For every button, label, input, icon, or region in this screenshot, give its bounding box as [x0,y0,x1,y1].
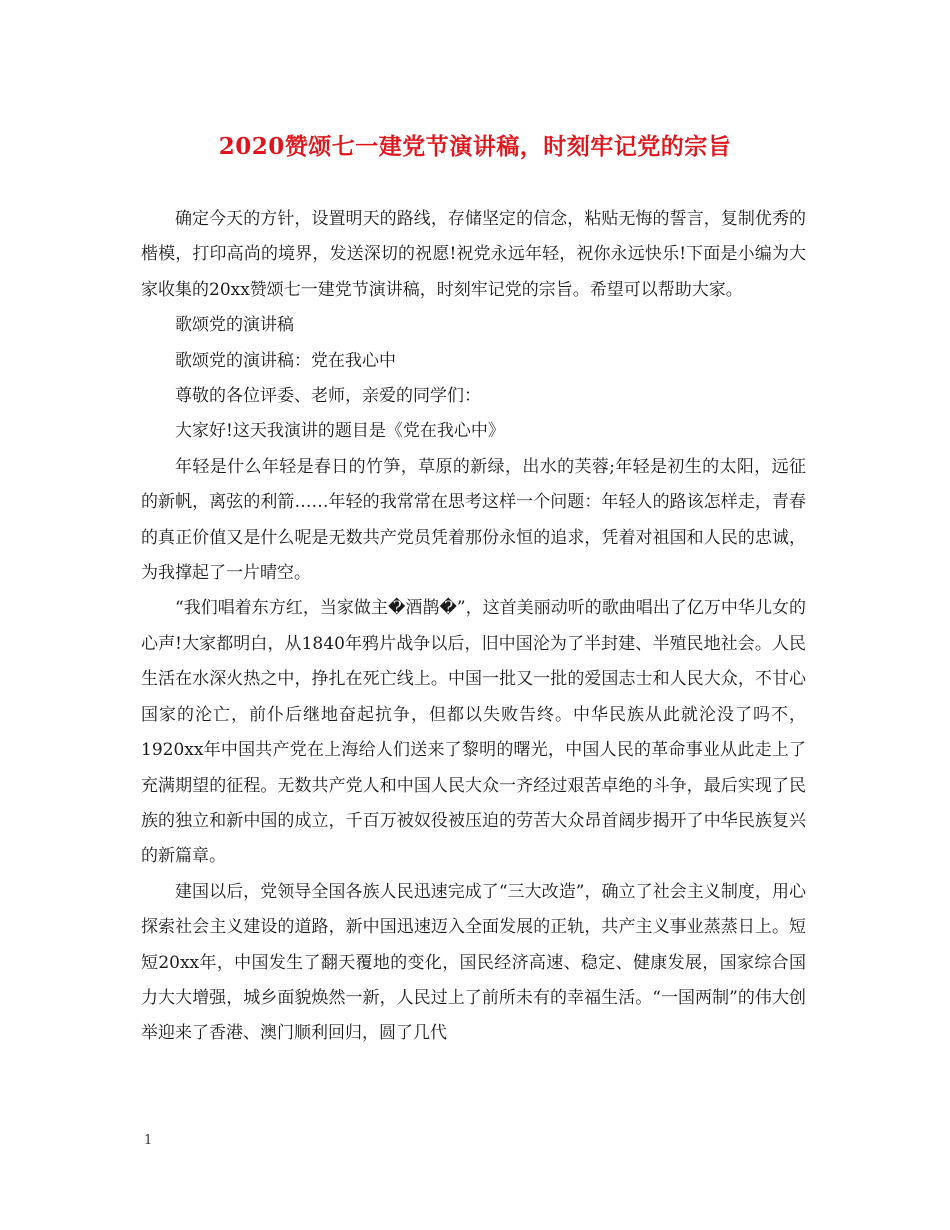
document-title: 2020赞颂七一建党节演讲稿，时刻牢记党的宗旨 [218,133,732,160]
page-number: 1 [144,1133,153,1148]
paragraph-founding: 建国以后，党领导全国各族人民迅速完成了“三大改造”，确立了社会主义制度，用心探索社会主义建设的道路，新中国迅速迈入全面发展的正轨，共产主义事业蒸蒸日上。短短20xx年，中国发生了翻天覆地的变化，国民经济高速、稳定、健康发展，国家综合国力大大增强，城乡面貌焕然一新，人民过上了前所未有的幸福生活。“一国两制”的伟大创举迎来了香港、澳门顺利回归，圆了几代 [141,881,806,1044]
paragraph-history: “我们唱着东方红，当家做主�酒鹊�”，这首美丽动听的歌曲唱出了亿万中华儿女的心声!大家都明白，从1840年鸦片战争以后，旧中国沦为了半封建、半殖民地社会。人民生活在水深火热之中，挣扎在死亡线上。中国一批又一批的爱国志士和人民大众，不甘心国家的沦亡，前仆后继地奋起抗争，但都以失败告终。中华民族从此就沦没了吗不，1920xx年中国共产党在上海给人们送来了黎明的曙光，中国人民的革命事业从此走上了充满期望的征程。无数共产党人和中国人民大众一齐经过艰苦卓绝的斗争，最后实现了民族的独立和新中国的成立，千百万被奴役被压迫的劳苦大众昂首阔步揭开了中华民族复兴的新篇章。 [141,598,806,867]
paragraph-subheading: 歌颂党的演讲稿：党在我心中 [175,350,396,371]
paragraph-greeting: 大家好!这天我演讲的题目是《党在我心中》 [175,421,505,442]
paragraph-youth: 年轻是什么年轻是春日的竹笋，草原的新绿，出水的芙蓉;年轻是初生的太阳，远征的新帆，离弦的利箭……年轻的我常常在思考这样一个问题：年轻人的路该怎样走，青春的真正价值又是什么呢是无数共产党员凭着那份永恒的追求，凭着对祖国和人民的忠诚，为我撑起了一片晴空。 [141,456,806,584]
paragraph-heading: 歌颂党的演讲稿 [175,315,294,336]
paragraph-salutation: 尊敬的各位评委、老师，亲爱的同学们： [175,386,481,407]
document-body [141,202,806,1052]
paragraph-intro: 确定今天的方针，设置明天的路线，存储坚定的信念，粘贴无悔的誓言，复制优秀的楷模，打印高尚的境界，发送深切的祝愿!祝党永远年轻，祝你永远快乐!下面是小编为大家收集的20xx赞颂七一建党节演讲稿，时刻牢记党的宗旨。希望可以帮助大家。 [141,209,806,300]
